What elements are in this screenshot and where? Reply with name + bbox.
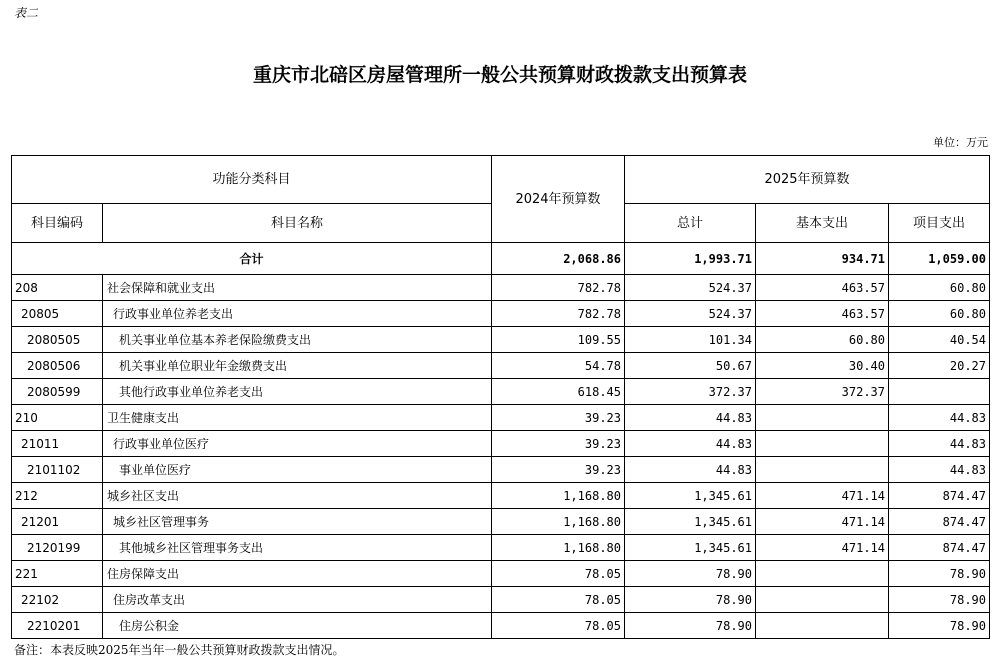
row-total: 44.83 [625, 405, 756, 431]
budget-table [11, 155, 990, 639]
row-total: 1,345.61 [625, 535, 756, 561]
table-row [12, 561, 990, 587]
row-project: 78.90 [889, 587, 990, 613]
row-project: 44.83 [889, 457, 990, 483]
row-total: 44.83 [625, 431, 756, 457]
row-total: 78.90 [625, 587, 756, 613]
unit-label: 单位：万元 [933, 136, 988, 149]
row-name: 住房保障支出 [103, 561, 492, 587]
header-project: 项目支出 [889, 204, 990, 243]
total-row [12, 243, 990, 275]
row-code: 21011 [12, 431, 103, 457]
header-name: 科目名称 [103, 204, 492, 243]
row-basic [756, 457, 889, 483]
row-total: 372.37 [625, 379, 756, 405]
header-functional-category: 功能分类科目 [12, 156, 492, 204]
row-code: 208 [12, 275, 103, 301]
row-basic: 463.57 [756, 275, 889, 301]
row-total: 524.37 [625, 275, 756, 301]
row-code: 212 [12, 483, 103, 509]
row-name: 社会保障和就业支出 [103, 275, 492, 301]
table-row [12, 379, 990, 405]
row-basic: 30.40 [756, 353, 889, 379]
table-row [12, 457, 990, 483]
row-project: 44.83 [889, 405, 990, 431]
row-name: 其他行政事业单位养老支出 [103, 379, 492, 405]
row-code: 2080506 [12, 353, 103, 379]
row-total: 101.34 [625, 327, 756, 353]
table-number-label: 表二 [14, 6, 39, 20]
row-total: 78.90 [625, 561, 756, 587]
total-project: 1,059.00 [889, 243, 990, 275]
row-project: 874.47 [889, 535, 990, 561]
row-code: 21201 [12, 509, 103, 535]
header-total: 总计 [625, 204, 756, 243]
header-budget-2025: 2025年预算数 [625, 156, 990, 204]
row-project: 44.83 [889, 431, 990, 457]
row-code: 20805 [12, 301, 103, 327]
row-budget-2024: 54.78 [492, 353, 625, 379]
row-budget-2024: 782.78 [492, 301, 625, 327]
table-row [12, 509, 990, 535]
row-code: 2210201 [12, 613, 103, 639]
total-total: 1,993.71 [625, 243, 756, 275]
total-basic: 934.71 [756, 243, 889, 275]
row-project: 78.90 [889, 613, 990, 639]
table-row [12, 275, 990, 301]
page-title: 重庆市北碚区房屋管理所一般公共预算财政拨款支出预算表 [252, 64, 747, 86]
row-name: 事业单位医疗 [103, 457, 492, 483]
row-total: 50.67 [625, 353, 756, 379]
header-code: 科目编码 [12, 204, 103, 243]
row-name: 住房改革支出 [103, 587, 492, 613]
row-code: 221 [12, 561, 103, 587]
table-row [12, 405, 990, 431]
row-basic [756, 587, 889, 613]
row-name: 其他城乡社区管理事务支出 [103, 535, 492, 561]
table-row [12, 535, 990, 561]
row-code: 210 [12, 405, 103, 431]
row-budget-2024: 1,168.80 [492, 509, 625, 535]
header-budget-2024: 2024年预算数 [492, 156, 625, 243]
row-basic: 471.14 [756, 509, 889, 535]
row-basic: 463.57 [756, 301, 889, 327]
row-basic: 60.80 [756, 327, 889, 353]
row-budget-2024: 1,168.80 [492, 483, 625, 509]
row-project: 78.90 [889, 561, 990, 587]
row-budget-2024: 782.78 [492, 275, 625, 301]
row-name: 行政事业单位养老支出 [103, 301, 492, 327]
row-project [889, 379, 990, 405]
row-project: 60.80 [889, 301, 990, 327]
row-basic [756, 431, 889, 457]
table-row [12, 353, 990, 379]
row-basic: 471.14 [756, 535, 889, 561]
row-name: 机关事业单位职业年金缴费支出 [103, 353, 492, 379]
row-budget-2024: 109.55 [492, 327, 625, 353]
table-row [12, 587, 990, 613]
row-total: 78.90 [625, 613, 756, 639]
row-budget-2024: 39.23 [492, 405, 625, 431]
row-basic [756, 561, 889, 587]
row-budget-2024: 618.45 [492, 379, 625, 405]
row-code: 22102 [12, 587, 103, 613]
row-basic [756, 613, 889, 639]
row-budget-2024: 78.05 [492, 613, 625, 639]
total-budget-2024: 2,068.86 [492, 243, 625, 275]
row-basic: 372.37 [756, 379, 889, 405]
row-code: 2101102 [12, 457, 103, 483]
footnote: 备注：本表反映2025年当年一般公共预算财政拨款支出情况。 [14, 643, 345, 657]
table-row [12, 613, 990, 639]
table-row [12, 431, 990, 457]
row-basic: 471.14 [756, 483, 889, 509]
row-total: 524.37 [625, 301, 756, 327]
row-code: 2080599 [12, 379, 103, 405]
row-total: 1,345.61 [625, 483, 756, 509]
row-project: 874.47 [889, 483, 990, 509]
row-total: 44.83 [625, 457, 756, 483]
row-total: 1,345.61 [625, 509, 756, 535]
row-budget-2024: 78.05 [492, 561, 625, 587]
row-name: 住房公积金 [103, 613, 492, 639]
row-project: 20.27 [889, 353, 990, 379]
row-name: 城乡社区支出 [103, 483, 492, 509]
row-name: 卫生健康支出 [103, 405, 492, 431]
row-budget-2024: 39.23 [492, 431, 625, 457]
table-row [12, 301, 990, 327]
row-project: 60.80 [889, 275, 990, 301]
row-name: 机关事业单位基本养老保险缴费支出 [103, 327, 492, 353]
row-code: 2120199 [12, 535, 103, 561]
row-budget-2024: 39.23 [492, 457, 625, 483]
total-label: 合计 [12, 243, 492, 275]
row-budget-2024: 78.05 [492, 587, 625, 613]
row-basic [756, 405, 889, 431]
row-name: 行政事业单位医疗 [103, 431, 492, 457]
row-project: 40.54 [889, 327, 990, 353]
row-project: 874.47 [889, 509, 990, 535]
header-basic: 基本支出 [756, 204, 889, 243]
row-budget-2024: 1,168.80 [492, 535, 625, 561]
table-row [12, 327, 990, 353]
row-name: 城乡社区管理事务 [103, 509, 492, 535]
table-row [12, 483, 990, 509]
row-code: 2080505 [12, 327, 103, 353]
